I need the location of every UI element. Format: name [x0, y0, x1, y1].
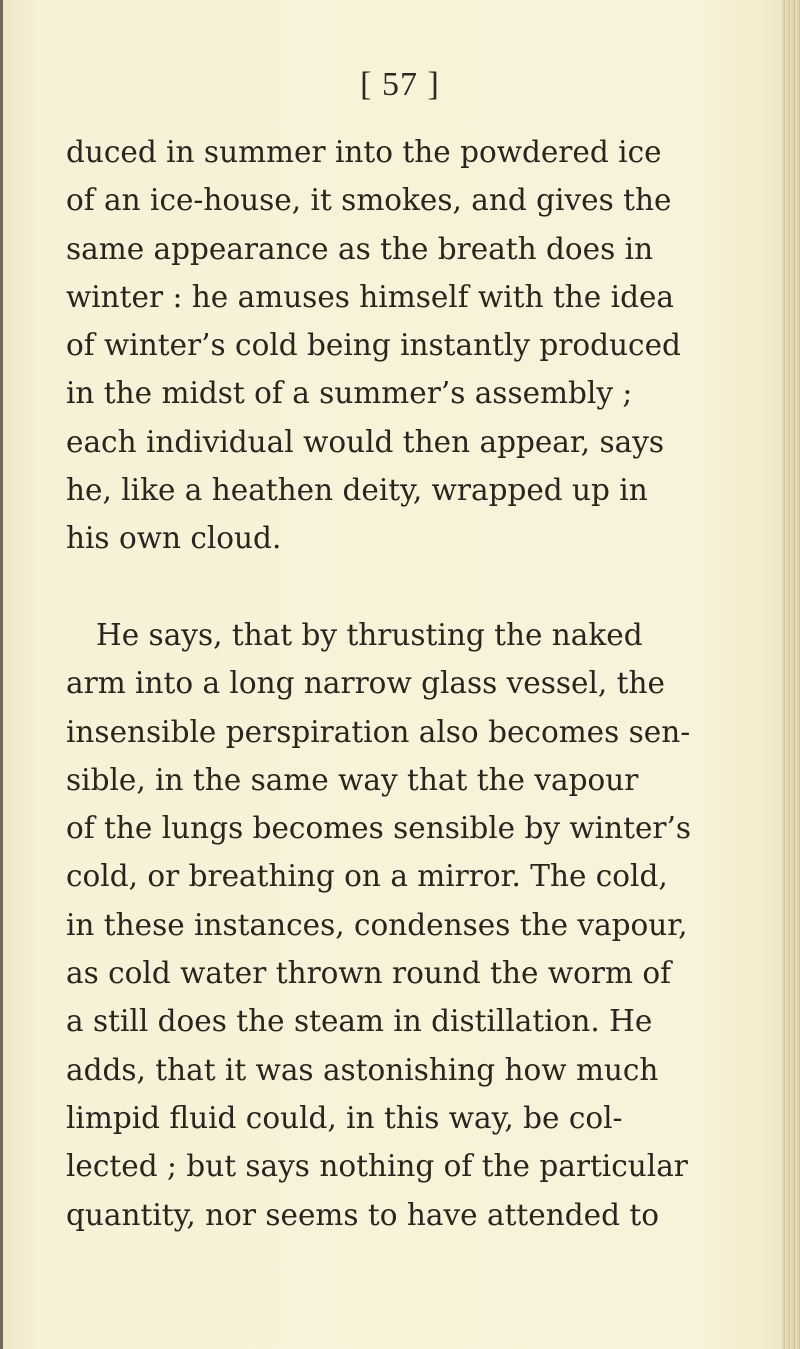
page-right-edge [782, 0, 800, 1349]
text-line: limpid fluid could, in this way, be col- [66, 1100, 623, 1135]
text-line: of winter’s cold being instantly produced [66, 328, 681, 363]
paragraph-gap [66, 563, 766, 611]
page-left-edge [0, 0, 3, 1349]
text-line: sible, in the same way that the vapour [66, 762, 639, 797]
text-line: as cold water thrown round the worm of [66, 956, 672, 991]
text-line: of an ice-house, it smokes, and gives the [66, 183, 672, 218]
text-line: insensible perspiration also becomes sen- [66, 714, 691, 749]
text-line: arm into a long narrow glass vessel, the [66, 666, 665, 701]
text-line: his own cloud. [66, 521, 282, 556]
text-line: duced in summer into the powdered ice [66, 135, 662, 169]
text-line: of the lungs becomes sensible by winter’s [66, 811, 692, 846]
text-line: in the midst of a summer’s assembly ; [66, 376, 633, 411]
text-line: a still does the steam in distillation. He [66, 1004, 653, 1039]
page-number: [ 57 ] [360, 66, 440, 103]
text-line: winter : he amuses himself with the idea [66, 279, 675, 314]
text-line: adds, that it was astonishing how much [66, 1052, 659, 1087]
text-line: cold, or breathing on a mirror. The cold, [66, 859, 668, 894]
text-line: He says, that by thrusting the naked [96, 617, 643, 652]
text-line: he, like a heathen deity, wrapped up in [66, 473, 648, 508]
text-line: quantity, nor seems to have attended to [66, 1197, 659, 1232]
text-line: in these instances, condenses the vapour, [66, 907, 688, 942]
page-body [66, 128, 766, 1239]
text-line: each individual would then appear, says [66, 424, 665, 459]
text-line: same appearance as the breath does in [66, 231, 654, 266]
text-line: lected ; but says nothing of the particular [66, 1149, 688, 1184]
